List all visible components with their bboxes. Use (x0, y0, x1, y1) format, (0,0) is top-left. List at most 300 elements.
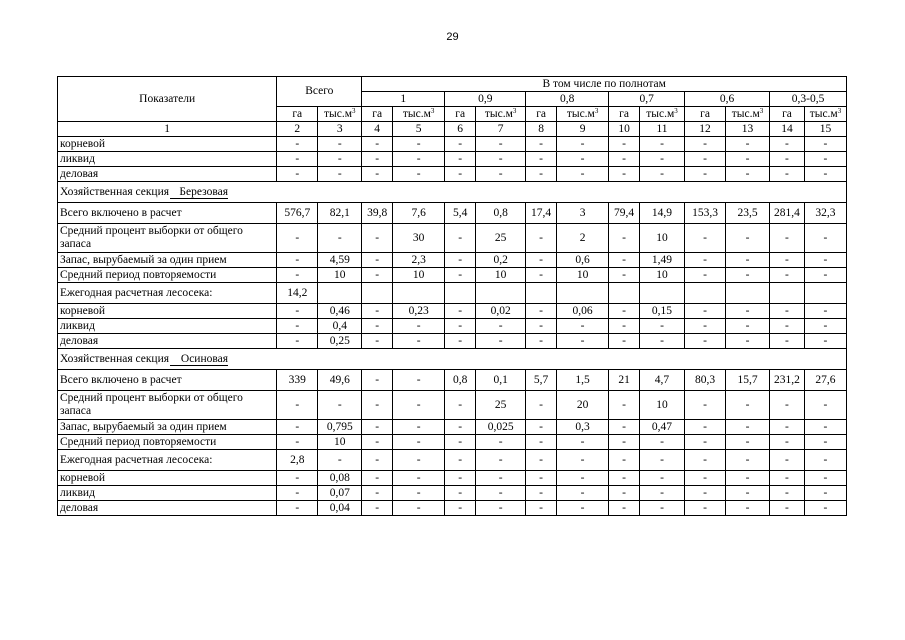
unit-volume-header (556, 107, 608, 122)
table-cell: - (685, 304, 726, 319)
table-cell: - (277, 319, 318, 334)
table-cell: - (476, 450, 526, 471)
table-cell: - (277, 420, 318, 435)
table-cell (770, 283, 805, 304)
table-cell: - (277, 304, 318, 319)
table-cell: - (393, 319, 445, 334)
table-cell: - (685, 450, 726, 471)
table-cell: - (726, 435, 770, 450)
section-prefix: Хозяйственная секция (60, 185, 170, 198)
table-cell: - (445, 391, 476, 420)
table-row (58, 224, 847, 253)
table-cell: 2,8 (277, 450, 318, 471)
table-cell: - (476, 486, 526, 501)
table-cell: 0,4 (318, 319, 362, 334)
table-cell: - (277, 486, 318, 501)
table-cell: - (445, 167, 476, 182)
row-label: Средний процент выборки от общего запаса (58, 224, 277, 253)
table-cell: - (318, 224, 362, 253)
table-cell: - (445, 137, 476, 152)
table-cell: 21 (609, 370, 640, 391)
table-cell: - (318, 152, 362, 167)
unit-volume-header (393, 107, 445, 122)
table-cell: - (770, 167, 805, 182)
unit-ha-header: га (526, 107, 557, 122)
density-header: 0,7 (609, 92, 685, 107)
table-row (58, 391, 847, 420)
unit-volume-label: тыс.м (809, 107, 838, 120)
unit-volume-header (318, 107, 362, 122)
table-cell: 10 (318, 268, 362, 283)
table-cell: 0,23 (393, 304, 445, 319)
row-label: ликвид (58, 486, 277, 501)
table-cell: - (639, 486, 684, 501)
unit-volume-header (639, 107, 684, 122)
table-cell: - (609, 304, 640, 319)
unit-volume-label: тыс.м (324, 107, 353, 120)
table-row (58, 283, 847, 304)
table-cell: - (770, 486, 805, 501)
table-cell: - (277, 137, 318, 152)
table-cell: 5,7 (526, 370, 557, 391)
table-cell (639, 283, 684, 304)
table-cell: - (362, 435, 393, 450)
unit-volume-superscript: 3 (352, 106, 356, 115)
table-cell: - (609, 167, 640, 182)
table-cell: - (318, 450, 362, 471)
table-cell: - (362, 391, 393, 420)
table-cell: - (639, 152, 684, 167)
table-cell: 20 (556, 391, 608, 420)
table-cell: - (277, 334, 318, 349)
table-cell: - (685, 334, 726, 349)
table-cell: - (277, 224, 318, 253)
table-cell: - (556, 334, 608, 349)
table-cell: - (362, 334, 393, 349)
table-cell: - (685, 391, 726, 420)
table-row (58, 435, 847, 450)
row-label: Средний процент выборки от общего запаса (58, 391, 277, 420)
table-cell: 0,025 (476, 420, 526, 435)
table-cell: 30 (393, 224, 445, 253)
table-cell: - (476, 152, 526, 167)
table-cell: - (609, 486, 640, 501)
table-cell: - (445, 450, 476, 471)
table-cell: - (609, 268, 640, 283)
table-cell: - (639, 435, 684, 450)
table-cell: - (726, 304, 770, 319)
table-cell: - (770, 319, 805, 334)
column-number: 8 (526, 122, 557, 137)
table-row (58, 137, 847, 152)
table-cell: - (609, 334, 640, 349)
table-cell (726, 283, 770, 304)
table-cell: - (609, 137, 640, 152)
table-cell (609, 283, 640, 304)
table-cell: - (445, 152, 476, 167)
page-number: 29 (446, 31, 459, 43)
column-number: 2 (277, 122, 318, 137)
table-cell: - (393, 167, 445, 182)
table-cell: - (393, 450, 445, 471)
table-cell: - (726, 268, 770, 283)
table-body (58, 137, 847, 516)
table-cell: - (362, 370, 393, 391)
column-number-row (58, 122, 847, 137)
table-cell: 0,1 (476, 370, 526, 391)
table-cell: - (685, 137, 726, 152)
table-cell: 80,3 (685, 370, 726, 391)
table-cell: - (804, 501, 846, 516)
table-row (58, 471, 847, 486)
table-row (58, 167, 847, 182)
table-cell: 17,4 (526, 203, 557, 224)
table-cell: - (526, 319, 557, 334)
table-cell: - (556, 501, 608, 516)
table-cell: - (393, 391, 445, 420)
table-cell: - (277, 471, 318, 486)
table-cell: - (277, 501, 318, 516)
table-cell: - (362, 304, 393, 319)
table-cell: - (804, 253, 846, 268)
table-cell (526, 283, 557, 304)
table-cell: - (476, 334, 526, 349)
table-cell: - (804, 435, 846, 450)
table-cell: - (726, 167, 770, 182)
table-cell: - (726, 420, 770, 435)
table-cell: 231,2 (770, 370, 805, 391)
section-name: Осиновая (170, 354, 228, 366)
table-cell: - (726, 391, 770, 420)
table-cell: - (770, 152, 805, 167)
table-row (58, 501, 847, 516)
table-cell: 14,9 (639, 203, 684, 224)
table-cell: - (362, 253, 393, 268)
table-cell: - (770, 334, 805, 349)
table-cell: - (362, 450, 393, 471)
table-cell: - (526, 501, 557, 516)
table-cell: - (362, 420, 393, 435)
table-cell: - (639, 319, 684, 334)
table-row (58, 268, 847, 283)
table-cell: 0,47 (639, 420, 684, 435)
table-cell: 0,08 (318, 471, 362, 486)
table-cell: - (277, 253, 318, 268)
table-cell: - (526, 137, 557, 152)
table-cell: - (362, 471, 393, 486)
unit-volume-header (726, 107, 770, 122)
table-cell: 3 (556, 203, 608, 224)
table-cell: - (639, 501, 684, 516)
table-cell: - (556, 471, 608, 486)
column-number: 6 (445, 122, 476, 137)
table-cell: - (804, 420, 846, 435)
table-cell: - (804, 152, 846, 167)
table-cell: 25 (476, 391, 526, 420)
table-cell: - (804, 268, 846, 283)
table-cell: - (726, 224, 770, 253)
table-cell: - (362, 167, 393, 182)
column-number: 9 (556, 122, 608, 137)
section-row (58, 349, 847, 370)
table-cell: - (685, 253, 726, 268)
table-cell: - (556, 319, 608, 334)
table-cell: - (685, 420, 726, 435)
table-cell: - (556, 137, 608, 152)
table-cell: - (526, 304, 557, 319)
table-cell: 10 (639, 224, 684, 253)
table-cell: 576,7 (277, 203, 318, 224)
table-cell: - (526, 420, 557, 435)
table-cell: - (318, 391, 362, 420)
table-cell (804, 283, 846, 304)
row-label: Ежегодная расчетная лесосека: (58, 283, 277, 304)
table-cell: 49,6 (318, 370, 362, 391)
table-cell: - (445, 486, 476, 501)
table-cell: - (609, 224, 640, 253)
section-header (58, 182, 847, 203)
column-number: 15 (804, 122, 846, 137)
table-cell: - (609, 450, 640, 471)
table-cell: - (804, 224, 846, 253)
table-cell: - (476, 167, 526, 182)
table-cell: 2 (556, 224, 608, 253)
table-cell: - (639, 167, 684, 182)
table-cell: 153,3 (685, 203, 726, 224)
unit-volume-label: тыс.м (402, 107, 431, 120)
column-number: 5 (393, 122, 445, 137)
table-cell: - (639, 137, 684, 152)
table-cell: 4,7 (639, 370, 684, 391)
table-cell: - (526, 435, 557, 450)
table-row (58, 334, 847, 349)
table-cell: - (526, 486, 557, 501)
allowable-cut-table (57, 76, 847, 516)
table-cell: - (393, 334, 445, 349)
table-cell: - (393, 501, 445, 516)
table-cell: - (770, 224, 805, 253)
table-cell: 5,4 (445, 203, 476, 224)
table-row (58, 319, 847, 334)
table-cell: - (362, 137, 393, 152)
table-cell (362, 283, 393, 304)
table-row (58, 304, 847, 319)
table-cell: - (445, 319, 476, 334)
column-number: 14 (770, 122, 805, 137)
table-cell: - (556, 152, 608, 167)
table-cell: 0,06 (556, 304, 608, 319)
density-header: 0,8 (526, 92, 609, 107)
table-cell: - (526, 224, 557, 253)
row-label: Ежегодная расчетная лесосека: (58, 450, 277, 471)
unit-volume-superscript: 3 (759, 106, 764, 115)
table-cell: - (685, 435, 726, 450)
column-number: 7 (476, 122, 526, 137)
column-number: 1 (58, 122, 277, 137)
table-cell: - (685, 167, 726, 182)
table-cell: - (318, 167, 362, 182)
table-cell: - (476, 137, 526, 152)
table-cell: - (609, 391, 640, 420)
table-cell: - (685, 319, 726, 334)
table-cell: 0,2 (476, 253, 526, 268)
table-cell: - (445, 435, 476, 450)
table-cell: 23,5 (726, 203, 770, 224)
table-cell: - (609, 501, 640, 516)
table-cell: - (526, 152, 557, 167)
table-cell: - (770, 391, 805, 420)
table-cell: - (362, 152, 393, 167)
table-cell: - (770, 471, 805, 486)
table-cell: - (445, 420, 476, 435)
table-cell: - (526, 450, 557, 471)
table-row (58, 253, 847, 268)
table-cell: - (726, 486, 770, 501)
table-cell: - (770, 253, 805, 268)
table-cell: - (362, 319, 393, 334)
table-cell: - (804, 137, 846, 152)
column-number: 3 (318, 122, 362, 137)
table-cell: - (476, 471, 526, 486)
table-cell: 79,4 (609, 203, 640, 224)
row-label: ликвид (58, 152, 277, 167)
unit-ha-header: га (362, 107, 393, 122)
density-header: 1 (362, 92, 445, 107)
table-cell: 0,46 (318, 304, 362, 319)
table-cell: 281,4 (770, 203, 805, 224)
table-cell: - (277, 268, 318, 283)
table-cell: - (726, 253, 770, 268)
table-cell: - (804, 334, 846, 349)
table-cell: 2,3 (393, 253, 445, 268)
unit-volume-superscript: 3 (430, 106, 435, 115)
density-header: 0,9 (445, 92, 526, 107)
table-cell: - (445, 501, 476, 516)
table-cell: - (277, 391, 318, 420)
table-cell (476, 283, 526, 304)
table-cell: - (476, 435, 526, 450)
table-cell: - (804, 391, 846, 420)
row-label: корневой (58, 304, 277, 319)
table-cell: 0,8 (445, 370, 476, 391)
table-cell: - (770, 435, 805, 450)
unit-ha-header: га (770, 107, 805, 122)
table-cell: 27,6 (804, 370, 846, 391)
table-cell: - (277, 435, 318, 450)
table-cell: - (639, 334, 684, 349)
unit-volume-superscript: 3 (837, 106, 842, 115)
table-cell: - (609, 420, 640, 435)
table-cell: - (726, 152, 770, 167)
table-cell: - (770, 450, 805, 471)
table-cell (393, 283, 445, 304)
table-cell: 82,1 (318, 203, 362, 224)
table-cell: 0,3 (556, 420, 608, 435)
table-cell: - (609, 471, 640, 486)
row-label: Запас, вырубаемый за один прием (58, 420, 277, 435)
unit-volume-label: тыс.м (484, 107, 513, 120)
table-cell: - (393, 435, 445, 450)
table-cell: - (362, 486, 393, 501)
table-cell: - (393, 152, 445, 167)
table-row (58, 486, 847, 501)
table-cell: - (526, 391, 557, 420)
row-label: Всего включено в расчет (58, 203, 277, 224)
table-cell: - (318, 137, 362, 152)
table-cell: - (685, 268, 726, 283)
row-label: Запас, вырубаемый за один прием (58, 253, 277, 268)
table-cell: - (476, 319, 526, 334)
section-name: Березовая (170, 187, 228, 199)
row-label: корневой (58, 471, 277, 486)
table-cell: - (445, 471, 476, 486)
table-cell: 0,04 (318, 501, 362, 516)
table-cell: 0,795 (318, 420, 362, 435)
table-cell: - (726, 137, 770, 152)
table-cell (318, 283, 362, 304)
table-cell: - (445, 253, 476, 268)
table-cell: - (393, 137, 445, 152)
section-prefix: Хозяйственная секция (60, 352, 170, 365)
table-cell: - (804, 167, 846, 182)
column-number: 10 (609, 122, 640, 137)
table-cell: - (526, 167, 557, 182)
table-cell: - (685, 224, 726, 253)
table-cell: - (526, 268, 557, 283)
table-cell: - (685, 471, 726, 486)
table-cell: 10 (639, 391, 684, 420)
row-label: деловая (58, 501, 277, 516)
table-row (58, 450, 847, 471)
row-label: Всего включено в расчет (58, 370, 277, 391)
header-by-density: В том числе по полнотам (362, 77, 847, 92)
table-cell: 4,59 (318, 253, 362, 268)
table-cell: - (393, 471, 445, 486)
table-cell: - (476, 501, 526, 516)
table-cell: - (770, 304, 805, 319)
table-cell: 10 (393, 268, 445, 283)
unit-ha-header: га (685, 107, 726, 122)
table-cell: - (804, 450, 846, 471)
table-cell: 7,6 (393, 203, 445, 224)
density-header: 0,6 (685, 92, 770, 107)
table-cell: - (726, 319, 770, 334)
table-cell: - (526, 334, 557, 349)
table-cell: - (556, 486, 608, 501)
unit-volume-label: тыс.м (646, 107, 675, 120)
table-cell: - (445, 268, 476, 283)
table-cell: - (685, 486, 726, 501)
table-cell (685, 283, 726, 304)
table-cell: - (393, 486, 445, 501)
table-cell: - (685, 152, 726, 167)
unit-volume-label: тыс.м (731, 107, 760, 120)
table-cell: 0,15 (639, 304, 684, 319)
table-cell: - (526, 471, 557, 486)
table-cell: 0,02 (476, 304, 526, 319)
table-cell: 0,25 (318, 334, 362, 349)
density-header: 0,3-0,5 (770, 92, 847, 107)
table-cell: - (393, 370, 445, 391)
row-label: Средний период повторяемости (58, 268, 277, 283)
column-number: 11 (639, 122, 684, 137)
column-number: 12 (685, 122, 726, 137)
table-cell: - (393, 420, 445, 435)
header-total: Всего (277, 77, 362, 107)
table-cell: - (639, 471, 684, 486)
table-cell: - (804, 304, 846, 319)
table-cell: - (804, 471, 846, 486)
